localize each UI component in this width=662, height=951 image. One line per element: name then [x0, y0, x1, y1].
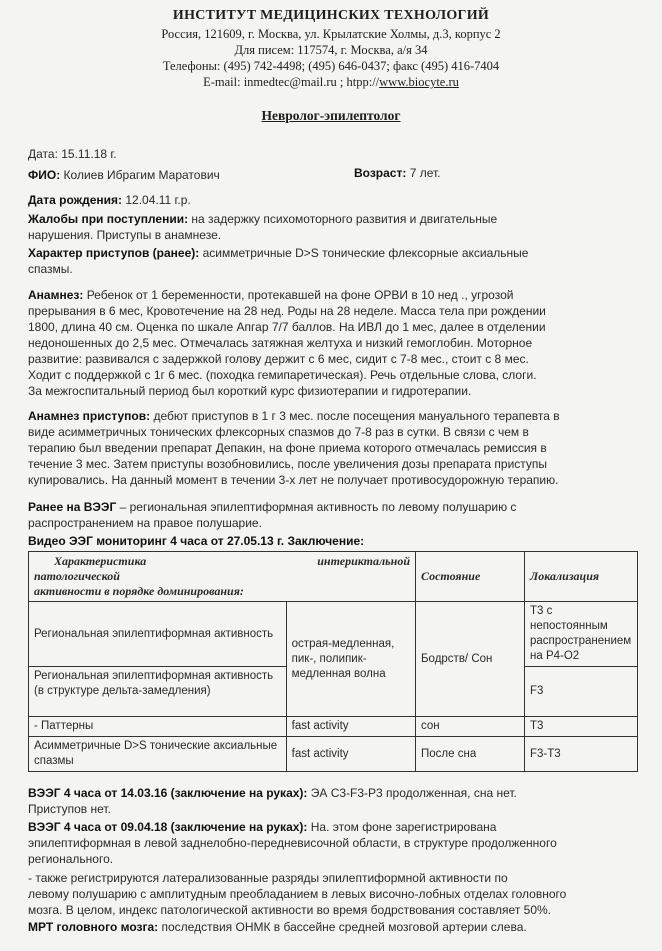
section-title: Невролог-эпилептолог [261, 108, 401, 123]
institute-address: Россия, 121609, г. Москва, ул. Крылатские Холмы, д.3, корпус 2 [161, 27, 501, 41]
eeg-2016-line-1 [28, 786, 638, 802]
table-row [29, 717, 638, 737]
table-cell: fast activity [286, 717, 415, 737]
complaints-label: Жалобы при поступлении: [28, 212, 189, 226]
age-value: 7 лет. [406, 166, 441, 180]
eeg-2018-line-1 [28, 820, 638, 836]
anamnesis-line-3: 1800, длина 40 см. Оценка по шкале Апгар 7/7 баллов. На ИВЛ до 1 мес, далее в отделении [28, 320, 546, 334]
age-label: Возраст: [354, 166, 407, 180]
video-eeg-title: Видео ЭЭГ мониторинг 4 часа от 27.05.13 г. Заключение: [28, 534, 365, 548]
table-cell: F3-T3 [525, 737, 638, 772]
table-cell: F3 [525, 667, 638, 717]
eeg-2018-line-6: мозга. В целом, индекс патологической активности во время бодрствования составляет 50%. [28, 903, 552, 917]
table-cell: острая-медленная, пик-, полипик-медленная волна [286, 602, 415, 717]
eeg-previous-line-1 [28, 500, 638, 516]
anamnesis-line-1 [28, 288, 638, 304]
seizure-type-line-2: спазмы. [28, 262, 73, 276]
table-cell: Бодрств/ Сон [416, 602, 525, 717]
seizure-history-line-4: течение 3 мес. Затем приступы возобновились, после увеличения дозы препарата приступы [28, 457, 548, 471]
age-row [354, 166, 638, 182]
institute-contacts [0, 74, 662, 90]
dob-label: Дата рождения: [28, 193, 123, 207]
seizure-type-line-1 [28, 246, 638, 262]
eeg-previous-label: Ранее на ВЭЭГ [28, 500, 117, 514]
header-text-2: интериктальной [317, 554, 410, 568]
seizure-history-line-3: терапию был введении препарат Депакин, на фоне приема которого отмечалась ремиссия в [28, 441, 547, 455]
complaints-line-1 [28, 212, 638, 228]
table-row [29, 602, 638, 667]
seizure-history-text-1: дебют приступов в 1 г 3 мес. после посещения мануального терапевта в [150, 409, 560, 423]
eeg-previous-line-2: распространением на правое полушарие. [28, 516, 262, 530]
eeg-2018-line-3: регионального. [28, 852, 114, 866]
table-cell: fast activity [286, 737, 415, 772]
eeg-2018-line-2: эпилептиформная в левой заднелобно-передневисочной области, в структуре продолженного [28, 836, 557, 850]
table-cell: - Паттерны [29, 717, 287, 737]
seizure-history-line-5: купировались. На данный момент в течении 3-х лет не получает противосудорожную терапию. [28, 473, 559, 487]
fio-label: ФИО: [28, 168, 61, 182]
eeg-2016-text-1: ЭА С3-F3-P3 продолженная, сна нет. [307, 786, 517, 800]
anamnesis-line-7: За межгоспитальный период был короткий курс физиотерапии и гидротерапии. [28, 384, 472, 398]
table-header-state: Состояние [416, 552, 525, 602]
table-cell: T3 [525, 717, 638, 737]
seizure-history-label: Анамнез приступов: [28, 409, 151, 423]
eeg-2018-line-5: левому полушарию с амплитудным преобладанием в левых височно-лобных отделах головного [28, 887, 567, 901]
website-link[interactable]: www.biocyte.ru [379, 75, 459, 89]
table-cell: Региональная эпилептиформная активность (в структуре дельта-замедления) [29, 667, 287, 717]
header-text-1: Характеристика [54, 554, 147, 568]
dob-row [28, 193, 638, 209]
header-text-4: активности в порядке доминирования: [34, 584, 244, 598]
mri-row [28, 920, 638, 936]
eeg-previous-text-1: – региональная эпилептиформная активность по левому полушарию с [116, 500, 517, 514]
mri-value: последствия ОНМК в бассейне средней мозговой артерии слева. [158, 920, 527, 934]
mri-label: МРТ головного мозга: [28, 920, 159, 934]
table-cell: Асимметричные D>S тонические аксиальные спазмы [29, 737, 287, 772]
institute-mail-address: Для писем: 117574, г. Москва, а/я 34 [234, 43, 428, 57]
institute-title: ИНСТИТУТ МЕДИЦИНСКИХ ТЕХНОЛОГИЙ [172, 8, 490, 23]
anamnesis-line-6: Ходит с поддержкой с 1г 6 мес. (походка гемипаретическая). Речь отдельные слова, слоги. [28, 368, 537, 382]
table-header-row [29, 552, 638, 602]
table-header-localization: Локализация [525, 552, 638, 602]
eeg-2018-label: ВЭЭГ 4 часа от 09.04.18 (заключение на руках): [28, 820, 308, 834]
seizure-history-line-1 [28, 409, 638, 425]
table-row [29, 737, 638, 772]
table-cell: T3 с непостоянным распространением на P4-O2 [525, 602, 638, 667]
visit-date: Дата: 15.11.18 г. [28, 147, 117, 161]
eeg-2018-line-4: - также регистрируются латерализованные разряды эпилептиформной активности по [28, 871, 508, 885]
anamnesis-line-2: прерывания в 6 мес, Кровотечение на 28 нед. Роды на 28 неделе. Масса тела при рождении [28, 304, 546, 318]
table-cell: Региональная эпилептиформная активность [29, 602, 287, 667]
dob-value: 12.04.11 г.р. [122, 193, 191, 207]
seizure-type-label: Характер приступов (ранее): [28, 246, 200, 260]
eeg-2016-label: ВЭЭГ 4 часа от 14.03.16 (заключение на руках): [28, 786, 308, 800]
email-text: E-mail: inmedtec@mail.ru ; htpp:// [203, 75, 380, 89]
table-header-characteristic [29, 552, 416, 602]
seizure-type-text-1: асимметричные D>S тонические флексорные аксиальные [199, 246, 529, 260]
table-cell: После сна [416, 737, 525, 772]
fio-value: Колиев Ибрагим Маратович [60, 168, 220, 182]
eeg-2016-line-2: Приступов нет. [28, 802, 111, 816]
institute-phones: Телефоны: (495) 742-4498; (495) 646-0437; факс (495) 416-7404 [162, 59, 500, 73]
eeg-findings-table [28, 551, 638, 772]
anamnesis-text-1: Ребенок от 1 беременности, протекавшей на фоне ОРВИ в 10 нед ., угрозой [83, 288, 514, 302]
table-cell: сон [416, 717, 525, 737]
complaints-line-2: нарушения. Приступы в анамнезе. [28, 228, 222, 242]
seizure-history-line-2: виде асимметричных тонических флексорных спазмов до 7-8 раз в сутки. В связи с чем в [28, 425, 529, 439]
eeg-2018-text-1: На. этом фоне зарегистрирована [307, 820, 497, 834]
complaints-text-1: на задержку психомоторного развития и двигательные [188, 212, 498, 226]
anamnesis-line-4: недоношенных до 2,5 мес. Отмечалась затяжная желтуха и низкий гемоглобин. Моторное [28, 336, 533, 350]
anamnesis-label: Анамнез: [28, 288, 84, 302]
header-text-3: патологической [34, 569, 120, 583]
anamnesis-line-5: развитие: развивался с задержкой голову держит с 6 мес, сидит с 7-8 мес., стоит с 8 мес. [28, 352, 529, 366]
